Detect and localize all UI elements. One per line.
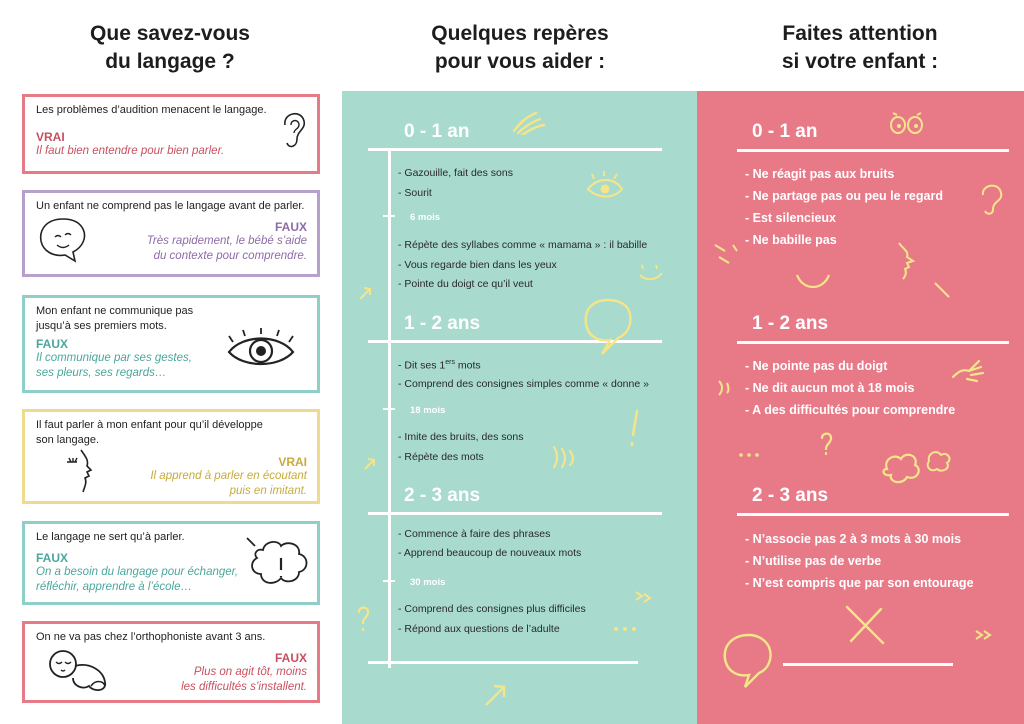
milestone-label: 30 mois [410,577,446,588]
wave-doodle-icon [715,377,737,399]
first-words-suffix: mots [455,359,481,372]
quiz-card-orthophoniste [22,621,320,703]
card-question: Un enfant ne comprend pas le langage avant de parler. [36,200,305,212]
right-title-line-2: si votre enfant : [781,50,939,73]
slash-doodle-icon [931,279,955,303]
warning-age-1-2: 1 - 2 ans [752,313,829,334]
timeline-item: - Gazouille, fait des sons [398,167,513,179]
milestone-label: 6 mois [410,212,441,223]
face-profile-icon [63,448,99,496]
card-question-line-1: Il faut parler à mon enfant pour qu’il développe [36,419,263,431]
card-verdict: VRAI [278,455,307,469]
timeline-age-0-1: 0 - 1 an [404,121,470,142]
card-verdict: VRAI [36,130,65,144]
card-verdict: FAUX [36,337,69,351]
warning-item: - Ne réagit pas aux bruits [745,167,895,181]
warning-panel [697,91,1024,724]
smile-doodle-icon [636,261,666,283]
card-question-line-1: Mon enfant ne communique pas [36,305,194,317]
question-doodle-icon [819,431,835,457]
card-explanation-line-2: les difficultés s’installent. [181,681,307,693]
timeline-item: - Commence à faire des phrases [398,528,551,540]
timeline-tick [383,215,395,217]
speech-bubble-doodle-icon [580,296,634,358]
speech-baby-icon [35,215,93,265]
warning-item: - Ne partage pas ou peu le regard [745,189,943,203]
warning-item: - Ne babille pas [745,233,837,247]
warning-end-line [783,663,953,666]
warning-item: - Est silencieux [745,211,837,225]
timeline-item: - Apprend beaucoup de nouveaux mots [398,547,582,559]
timeline-section-divider [368,148,662,151]
card-explanation-line-1: Très rapidement, le bébé s’aide [146,235,307,247]
timeline-item: - Répète des mots [398,451,484,463]
question-doodle-icon [356,605,372,633]
card-question-line-2: son langage. [36,434,99,446]
face-doodle-icon [893,241,921,281]
warning-section-divider [737,513,1009,516]
first-words-superscript: ers [445,359,455,366]
arrow-doodle-icon [356,283,376,303]
cross-doodle-icon [843,603,889,647]
mid-title-line-1: Quelques repères [431,22,609,45]
left-title-line-1: Que savez-vous [90,22,250,45]
card-verdict: FAUX [36,551,69,565]
card-question: Le langage ne sert qu’à parler. [36,531,185,543]
timeline-item: - Répond aux questions de l’adulte [398,623,560,635]
timeline-item: - Sourit [398,187,432,199]
card-explanation: Il faut bien entendre pour bien parler. [36,145,225,157]
sound-waves-icon [510,105,550,135]
right-column-title [730,20,990,76]
dots-doodle-icon [612,625,640,633]
timeline-age-1-2: 1 - 2 ans [404,313,481,334]
mid-title-line-2: pour vous aider : [434,50,606,73]
warning-item: - Ne dit aucun mot à 18 mois [745,381,915,395]
pointing-hand-doodle-icon [949,351,989,385]
card-explanation-line-2: du contexte pour comprendre. [153,250,307,262]
card-explanation-line-2: réfléchir, apprendre à l’école… [36,581,192,593]
timeline-item: - Comprend des consignes simples comme « donne » [398,378,649,390]
timeline-section-divider [368,512,662,515]
card-verdict: FAUX [274,220,307,234]
timeline-age-2-3: 2 - 3 ans [404,485,481,506]
warning-age-0-1: 0 - 1 an [752,121,818,142]
warning-section-divider [737,149,1009,152]
warning-item: - N’associe pas 2 à 3 mots à 30 mois [745,532,962,546]
first-words-prefix: - Dit ses 1 [398,359,446,372]
timeline-panel [342,91,697,724]
ear-doodle-icon [979,181,1005,217]
card-question: On ne va pas chez l’orthophoniste avant 3 ans. [36,631,266,643]
exclamation-doodle-icon [628,409,642,449]
timeline-item: - Imite des bruits, des sons [398,431,524,443]
card-explanation-line-1: Il communique par ses gestes, [36,352,192,364]
eyes-doodle-icon [887,109,927,137]
quiz-card-communication [22,295,320,393]
card-explanation-line-2: ses pleurs, ses regards… [36,367,167,379]
warning-item: - A des difficultés pour comprendre [745,403,956,417]
arrow-doodle-icon [362,456,378,472]
arrow-doodle-icon [482,681,510,709]
smile-doodle-icon [793,269,833,295]
timeline-item: - Vous regarde bien dans les yeux [398,259,557,271]
card-verdict: FAUX [274,651,307,665]
timeline-item-first-words [398,359,481,372]
card-explanation-line-1: On a besoin du langage pour échanger, [36,566,239,578]
warning-item: - N’est compris que par son entourage [745,576,974,590]
card-explanation-line-1: Plus on agit tôt, moins [193,666,307,678]
card-explanation-line-1: Il apprend à parler en écoutant [150,470,307,482]
timeline-item: - Répète des syllabes comme « mamama » : il babille [398,239,648,251]
left-title-line-2: du langage ? [105,50,235,73]
thought-cloud-icon [245,536,313,592]
right-title-line-1: Faites attention [782,22,938,45]
milestone-label: 18 mois [410,405,446,416]
left-column-title [40,20,300,76]
eye-doodle-icon [584,171,626,205]
quiz-card-parler [22,409,320,504]
quiz-card-comprehension [22,190,320,277]
dots-doodle-icon [737,451,761,459]
ear-icon [279,107,309,151]
timeline-item: - Pointe du doigt ce qu’il veut [398,278,533,290]
warning-section-divider [737,341,1009,344]
middle-column-title [390,20,650,76]
quiz-card-audition [22,94,320,174]
speech-bubble-doodle-icon [719,631,775,689]
timeline-end-line [368,661,638,664]
card-question-line-2: jusqu’à ses premiers mots. [36,320,167,332]
clouds-doodle-icon [877,441,957,491]
timeline-tick [383,580,395,582]
slash-doodle-icon [711,241,741,271]
sleeping-baby-icon [45,646,119,696]
timeline-item: - Comprend des consignes plus difficiles [398,603,586,615]
card-explanation-line-2: puis en imitant. [229,485,307,497]
timeline-tick [383,408,395,410]
chevrons-doodle-icon [973,627,995,645]
wave-doodle-icon [550,443,578,471]
warning-item: - Ne pointe pas du doigt [745,359,888,373]
eye-icon [225,328,297,374]
warning-item: - N’utilise pas de verbe [745,554,882,568]
card-question: Les problèmes d’audition menacent le langage. [36,104,267,116]
chevrons-doodle-icon [632,588,656,608]
warning-age-2-3: 2 - 3 ans [752,485,829,506]
quiz-card-langage-parler [22,521,320,605]
